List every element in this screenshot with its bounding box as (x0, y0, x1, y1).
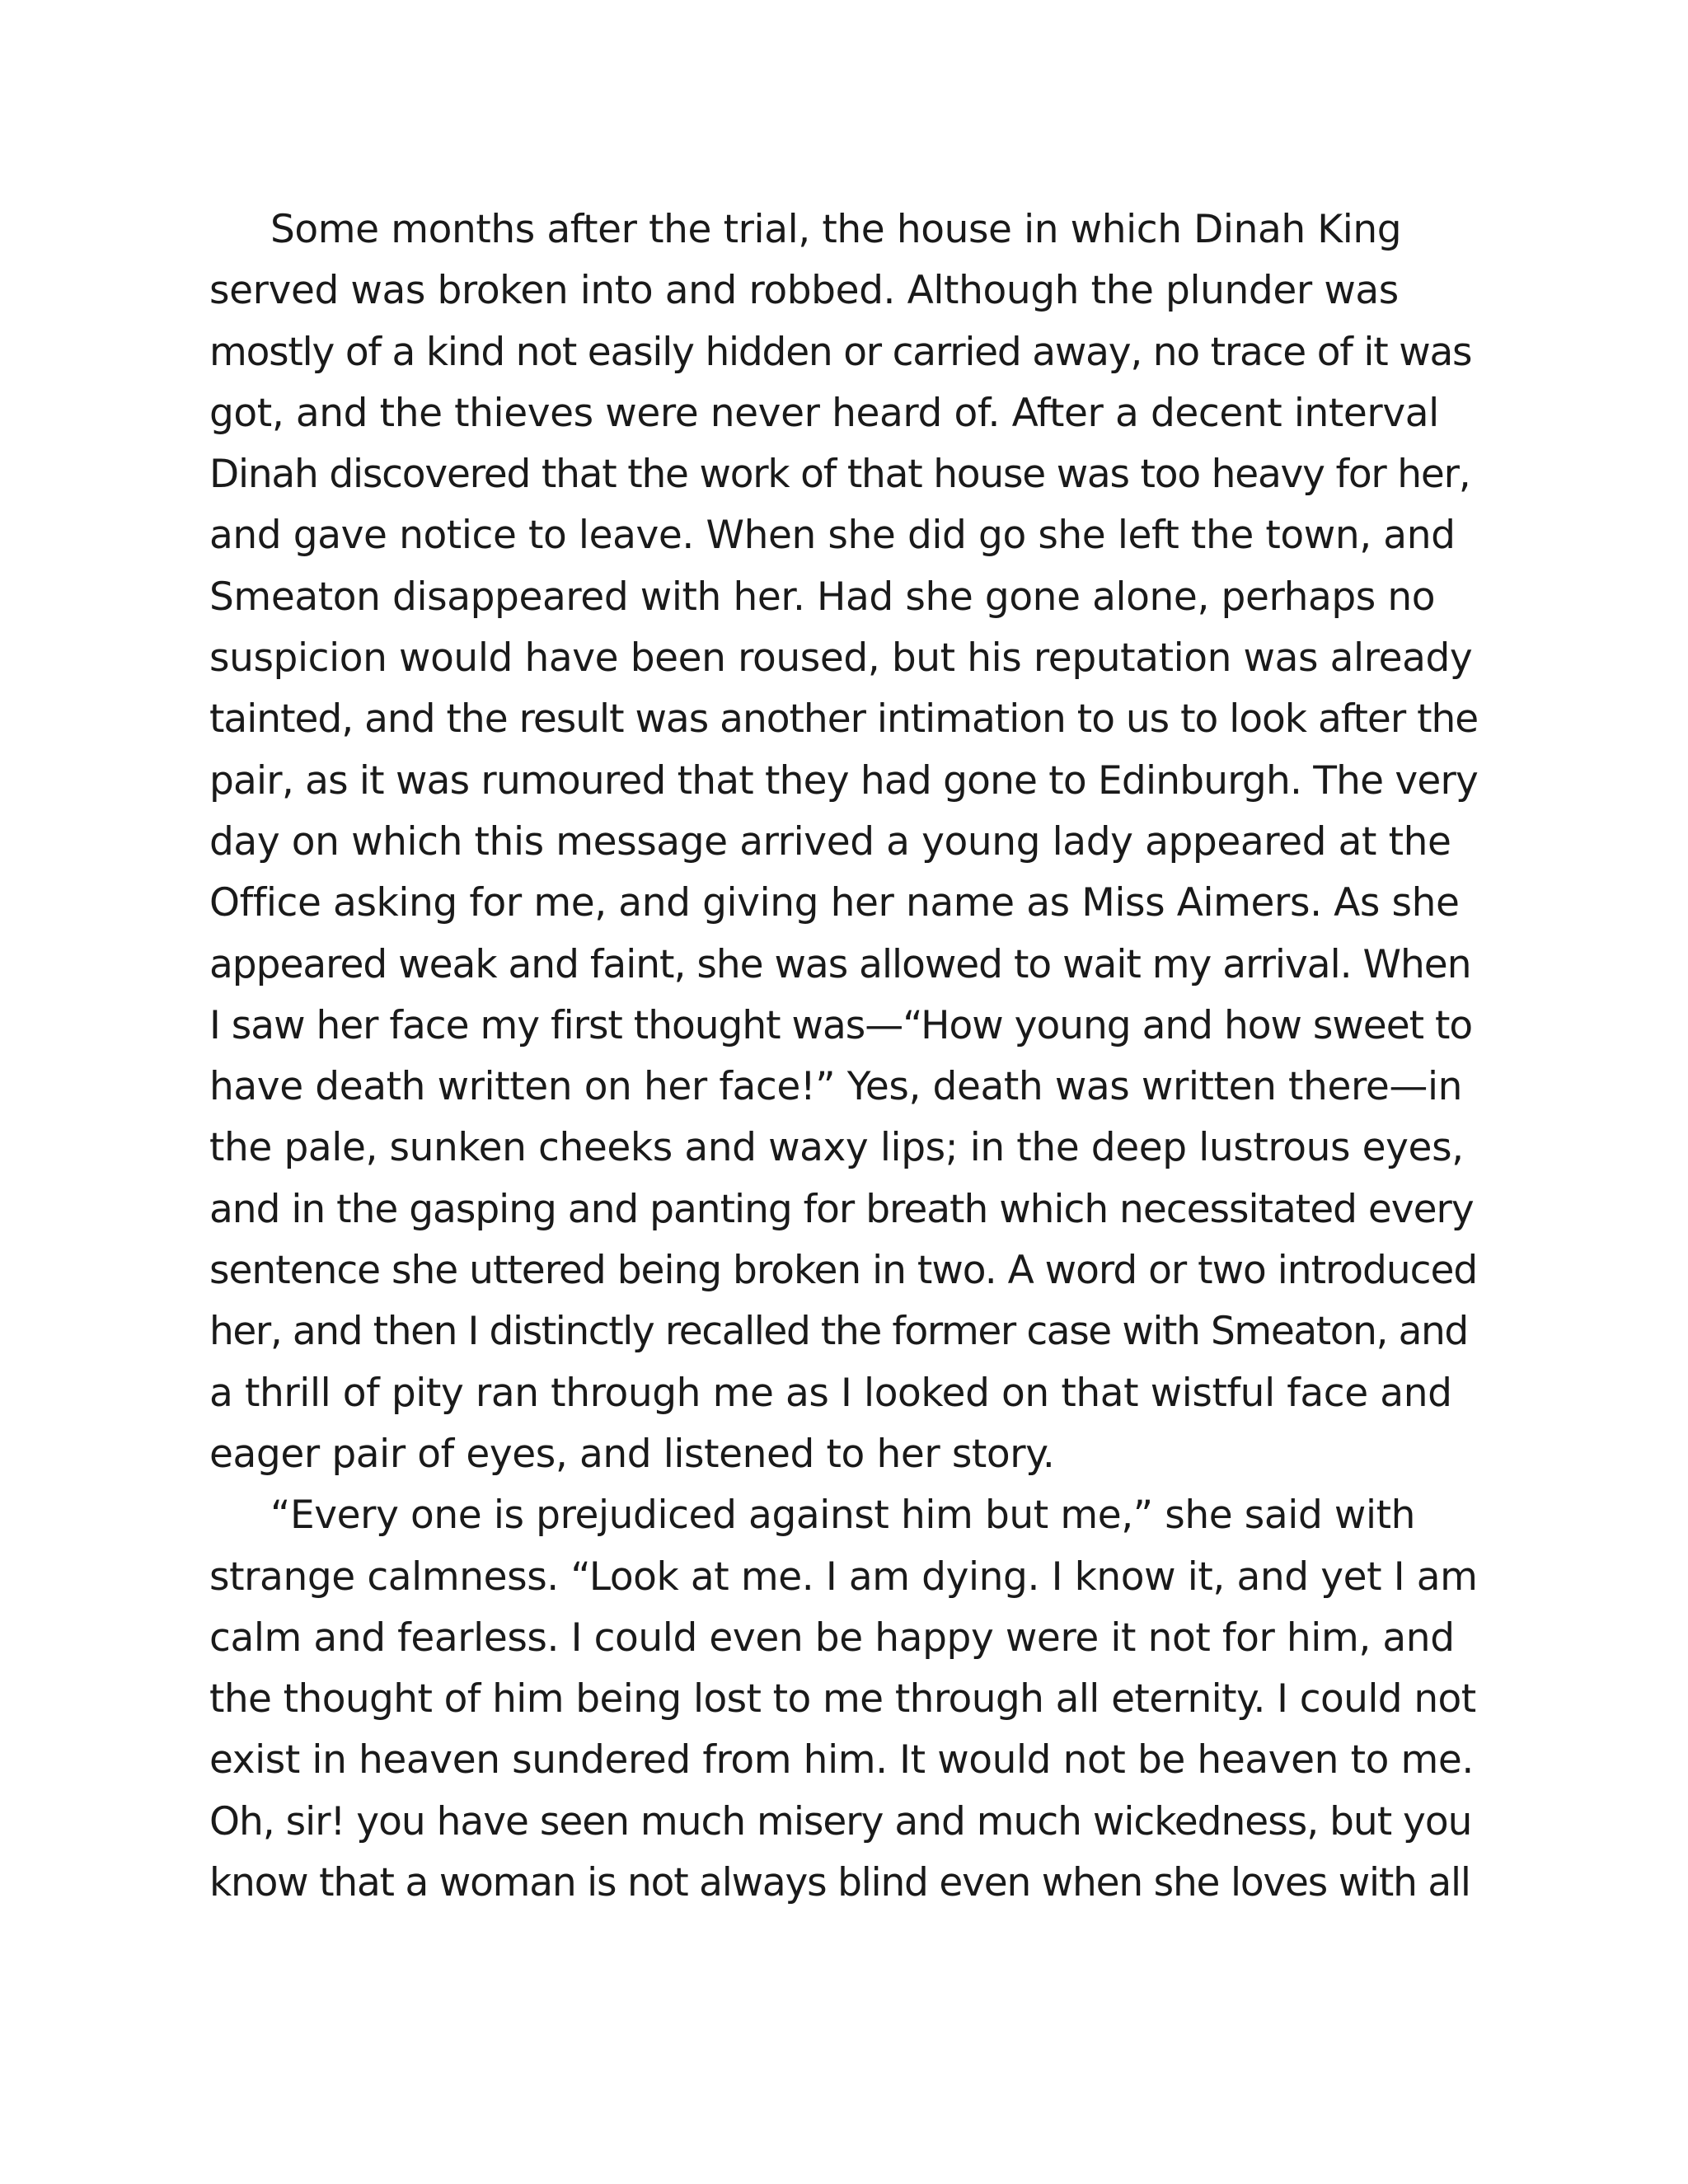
text-line: “Every one is prejudiced against him but me,” she said with (270, 1493, 1416, 1539)
text-line: eager pair of eyes, and listened to her story. (209, 1431, 1055, 1477)
text-line: have death written on her face!” Yes, death was written there—in (209, 1064, 1463, 1110)
text-line: served was broken into and robbed. Although the plunder was (209, 268, 1399, 314)
text-line: Office asking for me, and giving her name as Miss Aimers. As she (209, 880, 1460, 926)
body-text (209, 199, 1479, 1914)
text-line: Smeaton disappeared with her. Had she gone alone, perhaps no (209, 574, 1436, 620)
text-line: Dinah discovered that the work of that house was too heavy for her, (209, 452, 1470, 498)
text-line: the pale, sunken cheeks and waxy lips; in the deep lustrous eyes, (209, 1125, 1464, 1171)
text-line: tainted, and the result was another intimation to us to look after the (209, 696, 1479, 743)
text-line: Some months after the trial, the house in which Dinah King (270, 207, 1402, 252)
text-line: mostly of a kind not easily hidden or carried away, no trace of it was (209, 329, 1472, 375)
text-line: day on which this message arrived a young lady appeared at the (209, 818, 1451, 865)
text-line: pair, as it was rumoured that they had gone to Edinburgh. The very (209, 757, 1479, 804)
text-line: strange calmness. “Look at me. I am dying. I know it, and yet I am (209, 1554, 1478, 1600)
paragraph-2 (209, 1485, 1479, 1914)
paragraph-1 (209, 199, 1479, 1485)
text-line: know that a woman is not always blind even when she loves with all (209, 1860, 1470, 1906)
text-line: exist in heaven sundered from him. It would not be heaven to me. (209, 1737, 1474, 1783)
text-line: Oh, sir! you have seen much misery and much wickedness, but you (209, 1798, 1472, 1844)
text-line: suspicion would have been roused, but his reputation was already (209, 635, 1473, 682)
text-line: and gave notice to leave. When she did go she left the town, and (209, 513, 1456, 559)
text-line: her, and then I distinctly recalled the former case with Smeaton, and (209, 1309, 1468, 1355)
text-line: appeared weak and faint, she was allowed to wait my arrival. When (209, 941, 1471, 987)
text-line: calm and fearless. I could even be happy were it not for him, and (209, 1615, 1455, 1661)
text-line: sentence she uttered being broken in two. A word or two introduced (209, 1248, 1478, 1294)
text-line: and in the gasping and panting for breath which necessitated every (209, 1186, 1474, 1232)
text-line: a thrill of pity ran through me as I looked on that wistful face and (209, 1370, 1452, 1416)
text-line: I saw her face my first thought was—“How young and how sweet to (209, 1002, 1473, 1048)
text-line: the thought of him being lost to me through all eternity. I could not (209, 1676, 1476, 1722)
text-line: got, and the thieves were never heard of. After a decent interval (209, 390, 1439, 436)
